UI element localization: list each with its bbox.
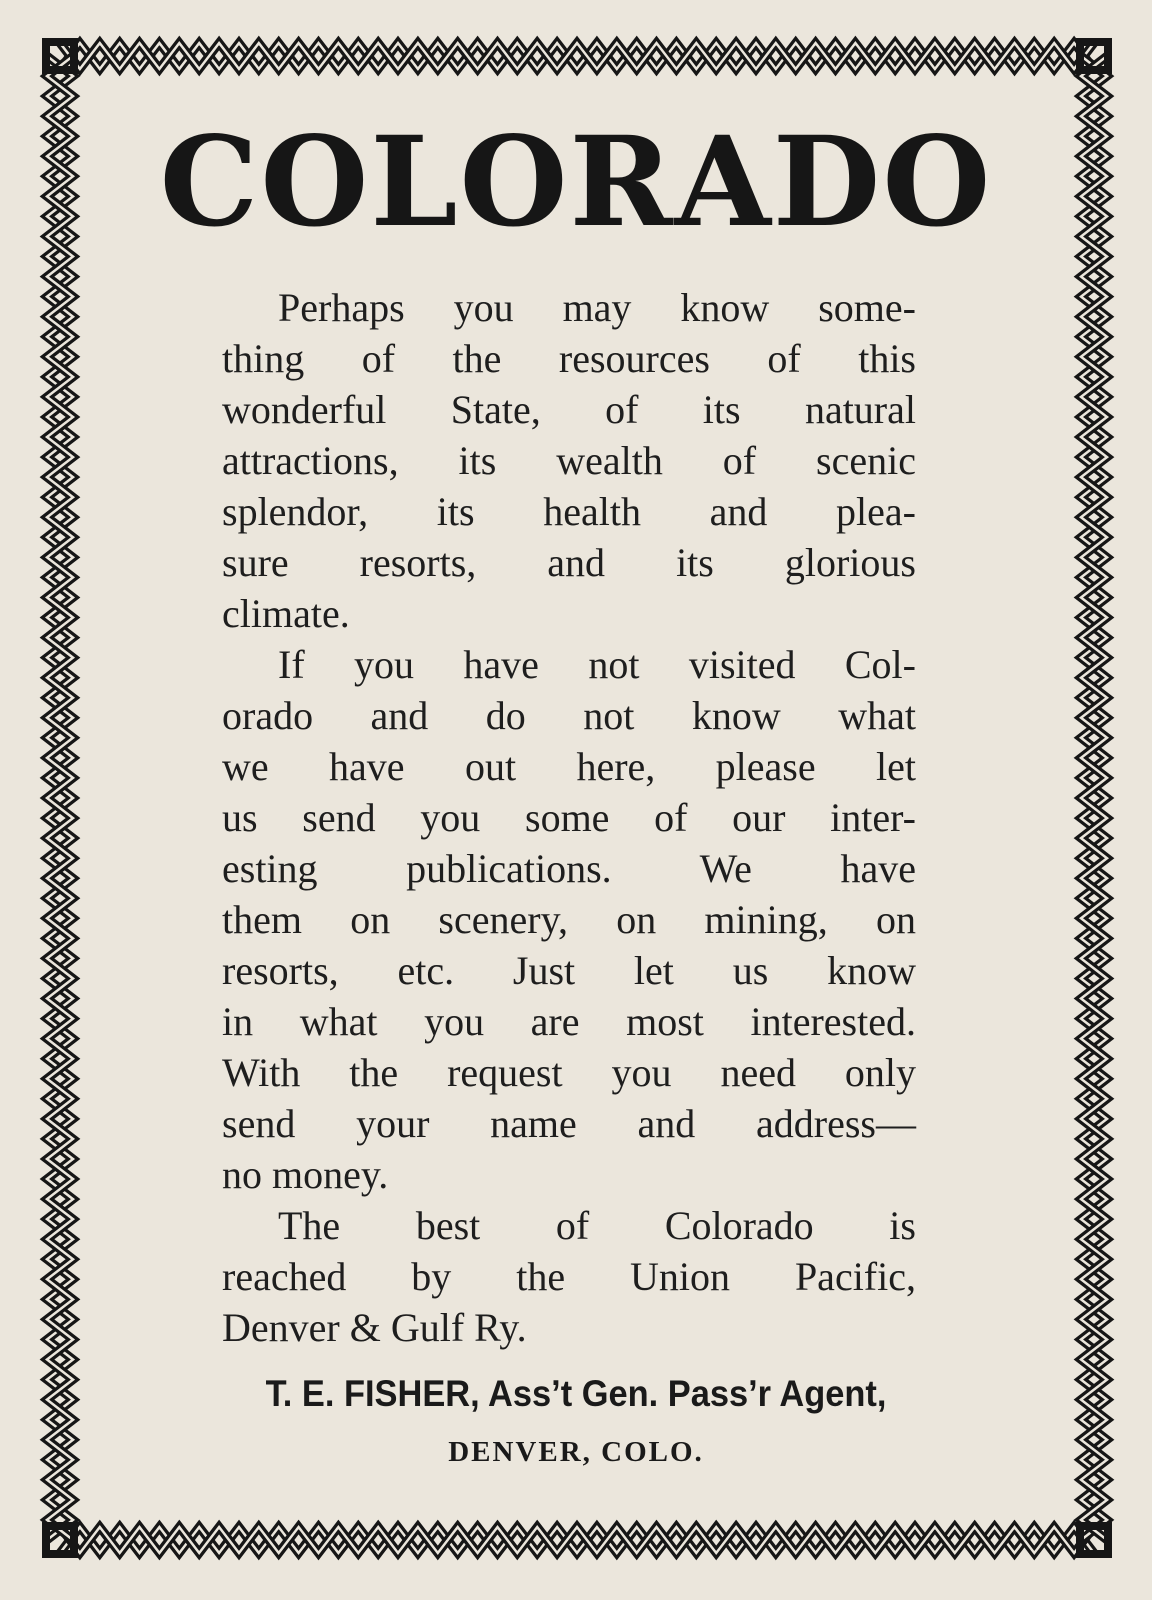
body-line: no money. — [222, 1152, 389, 1197]
body-line: attractions, its wealth of scenic — [222, 438, 916, 483]
body-line: in what you are most interested. — [222, 999, 916, 1044]
agent-signature: T. E. FISHER, Ass’t Gen. Pass’r Agent, — [265, 1373, 887, 1414]
border-top — [60, 43, 1094, 69]
body-line: send your name and address— — [222, 1101, 916, 1146]
body-copy — [222, 282, 916, 1353]
body-line: thing of the resources of this — [222, 336, 916, 381]
body-line: wonderful State, of its natural — [222, 387, 916, 432]
border-bottom — [60, 1527, 1094, 1553]
border-left — [47, 56, 73, 1540]
body-line: esting publications. We have — [222, 846, 916, 891]
body-line: With the request you need only — [222, 1050, 916, 1095]
body-line: If you have not visited Col- — [278, 642, 916, 687]
body-line: orado and do not know what — [222, 693, 916, 738]
body-line: reached by the Union Pacific, — [222, 1254, 916, 1299]
border-right — [1081, 56, 1107, 1540]
paragraph-3 — [222, 1200, 916, 1353]
body-line: them on scenery, on mining, on — [222, 897, 916, 942]
paragraph-1 — [222, 282, 916, 639]
body-line: climate. — [222, 591, 350, 636]
body-line: us send you some of our inter- — [222, 795, 916, 840]
body-line: Denver & Gulf Ry. — [222, 1305, 527, 1350]
agent-location: DENVER, COLO. — [448, 1436, 704, 1468]
body-line: splendor, its health and plea- — [222, 489, 916, 534]
body-line: resorts, etc. Just let us know — [222, 948, 916, 993]
body-line: Perhaps you may know some- — [278, 285, 916, 330]
headline: COLORADO — [159, 110, 993, 255]
body-line: sure resorts, and its glorious — [222, 540, 916, 585]
body-line: we have out here, please let — [222, 744, 916, 789]
body-line: The best of Colorado is — [278, 1203, 916, 1248]
paragraph-2 — [222, 639, 916, 1200]
